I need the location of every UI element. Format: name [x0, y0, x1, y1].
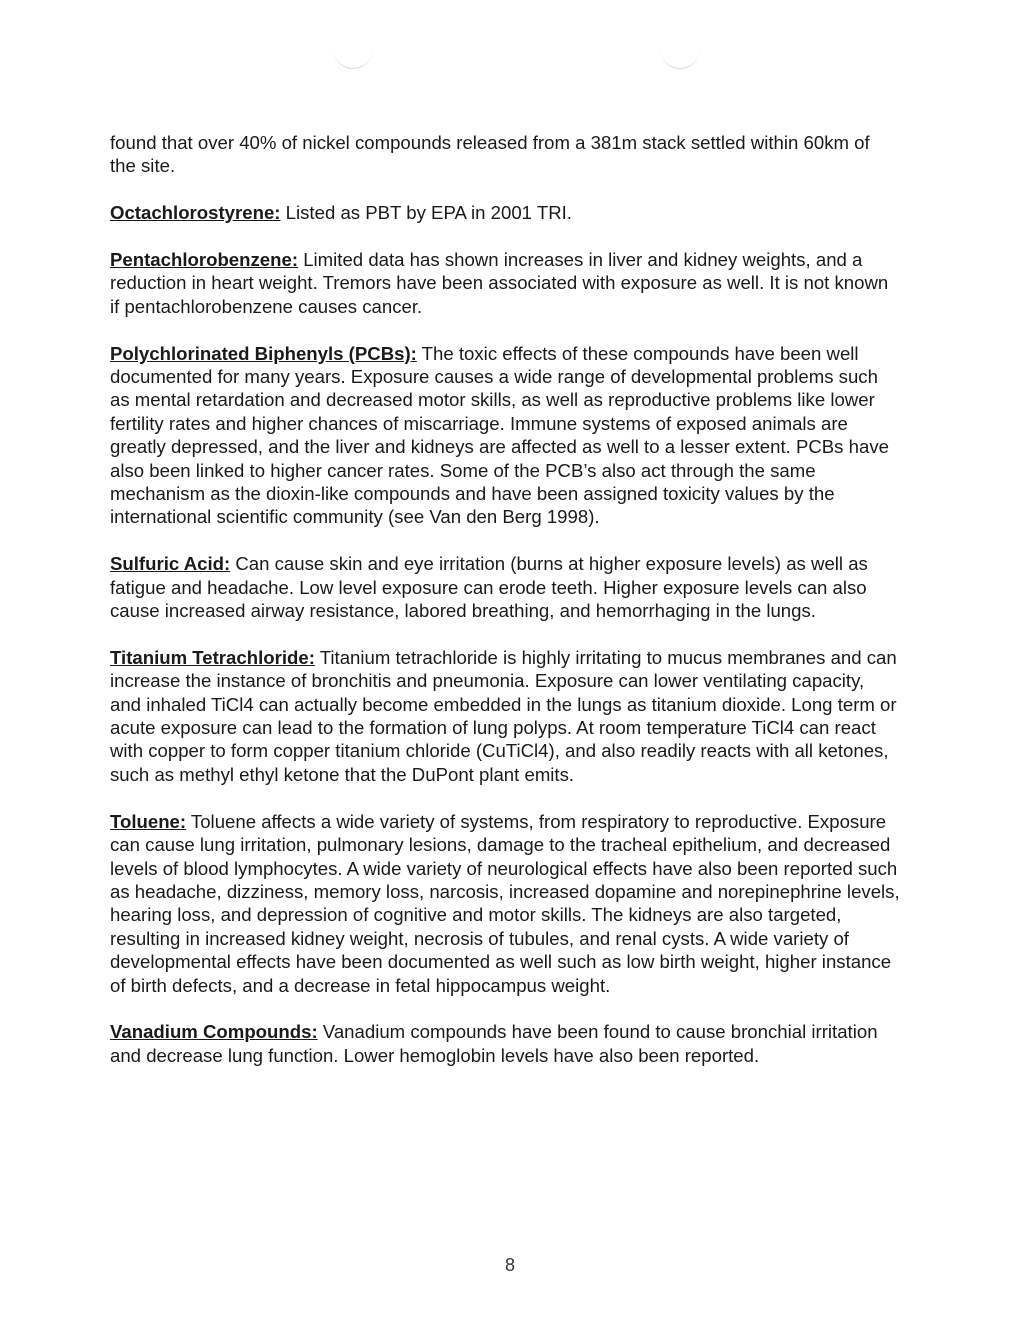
entry-sulfuric-acid — [110, 552, 900, 622]
entry-vanadium-compounds — [110, 1020, 900, 1067]
page-number: 8 — [504, 1255, 515, 1275]
entry-text: Can cause skin and eye irritation (burns at higher exposure levels) as well as fatigue and headache. Low level exposure can erode teeth. Higher exposure levels can also cause increased airway resistance, labored breathing, and hemorrhaging in the lungs. — [110, 553, 868, 622]
entry-text: Titanium tetrachloride is highly irritating to mucus membranes and can increase the instance of bronchitis and pneumonia. Exposure can lower ventilating capacity, and inhaled TiCl4 can actually become embedded in the lungs as titanium dioxide. Long term or acute exposure can lead to the formation of lung polyps. At room temperature TiCl4 can react with copper to form copper titanium chloride (CuTiCl4), and also readily reacts with all ketones, such as methyl ethyl ketone that the DuPont plant emits. — [110, 646, 897, 785]
term-heading: Polychlorinated Biphenyls (PCBs): — [110, 342, 417, 364]
term-heading: Vanadium Compounds: — [110, 1021, 318, 1043]
entry-pcbs — [110, 342, 900, 529]
punch-hole-mark-right — [660, 40, 700, 69]
term-heading: Octachlorostyrene: — [110, 202, 281, 224]
entry-octachlorostyrene — [110, 201, 900, 224]
entry-text: The toxic effects of these compounds have been well documented for many years. Exposure causes a wide range of developmental problems such as mental retardation and decreased motor skills, as well as reproductive problems like lower fertility rates and higher chances of miscarriage. Immune systems of exposed animals are greatly depressed, and the liver and kidneys are affected as well to a lesser extent. PCBs have also been linked to higher cancer rates. Some of the PCB’s also act through the same mechanism as the dioxin-like compounds and have been assigned toxicity values by the international scientific community (see Van den Berg 1998). — [110, 342, 889, 528]
entry-toluene — [110, 810, 900, 997]
term-heading: Titanium Tetrachloride: — [110, 646, 315, 668]
punch-hole-mark-left — [333, 40, 373, 69]
page-body — [110, 131, 900, 1091]
continuation-paragraph: found that over 40% of nickel compounds released from a 381m stack settled within 60km of the site. — [110, 132, 870, 177]
term-heading: Sulfuric Acid: — [110, 553, 231, 575]
entry-text: Vanadium compounds have been found to cause bronchial irritation and decrease lung function. Lower hemoglobin levels have also been reported. — [110, 1021, 878, 1066]
entry-pentachlorobenzene — [110, 248, 900, 318]
term-heading: Toluene: — [110, 810, 187, 832]
entry-text: Listed as PBT by EPA in 2001 TRI. — [280, 202, 572, 224]
entry-titanium-tetrachloride — [110, 646, 900, 786]
term-heading: Pentachlorobenzene: — [110, 249, 299, 270]
entry-text: Limited data has shown increases in liver and kidney weights, and a reduction in heart weight. Tremors have been associated with exposure as well. It is not known if pentachlorobenzene causes cancer. — [110, 249, 889, 317]
entry-text: Toluene affects a wide variety of systems, from respiratory to reproductive. Exposure can cause lung irritation, pulmonary lesions, damage to the tracheal epithelium, and decreased levels of blood lymphocytes. A wide variety of neurological effects have also been reported such as headache, dizziness, memory loss, narcosis, increased dopamine and norepinephrine levels, hearing loss, and depression of cognitive and motor skills. The kidneys are also targeted, resulting in increased kidney weight, necrosis of tubules, and renal cysts. A wide variety of developmental effects have been documented as well such as low birth weight, higher instance of birth defects, and a decrease in fetal hippocampus weight. — [110, 810, 900, 996]
